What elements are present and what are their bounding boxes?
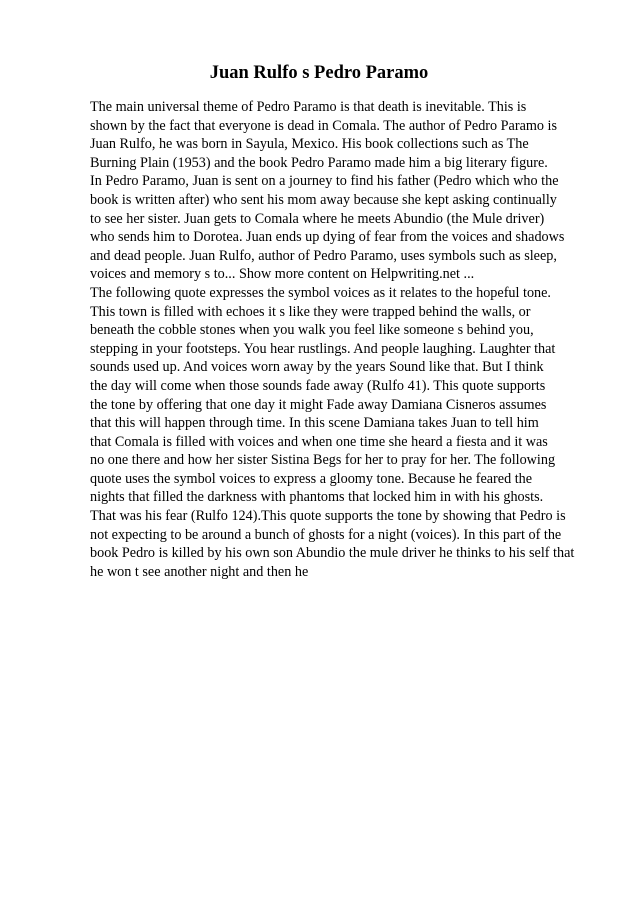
body-line: shown by the fact that everyone is dead in Comala. The author of Pedro Paramo is — [90, 117, 558, 134]
document-body — [90, 98, 630, 581]
body-line: book Pedro is killed by his own son Abundio the mule driver he thinks to his self that — [90, 545, 575, 562]
body-line: quote uses the symbol voices to express a gloomy tone. Because he feared the — [90, 470, 533, 487]
document-title: Juan Rulfo s Pedro Paramo — [209, 63, 429, 83]
body-line: and dead people. Juan Rulfo, author of Pedro Paramo, uses symbols such as sleep, — [90, 247, 557, 264]
body-line: stepping in your footsteps. You hear rustlings. And people laughing. Laughter that — [90, 340, 556, 357]
body-line: voices and memory s to... Show more content on Helpwriting.net ... — [90, 266, 475, 283]
body-line: the tone by offering that one day it might Fade away Damiana Cisneros assumes — [90, 396, 547, 413]
body-line: to see her sister. Juan gets to Comala where he meets Abundio (the Mule driver) — [90, 210, 545, 227]
body-line: The main universal theme of Pedro Paramo is that death is inevitable. This is — [90, 99, 527, 115]
body-line: that this will happen through time. In this scene Damiana takes Juan to tell him — [90, 415, 539, 432]
body-line: nights that filled the darkness with phantoms that locked him in with his ghosts. — [90, 489, 544, 506]
body-line: In Pedro Paramo, Juan is sent on a journey to find his father (Pedro which who the — [90, 173, 559, 190]
body-line: book is written after) who sent his mom away because she kept asking continually — [90, 191, 557, 208]
body-line: This town is filled with echoes it s like they were trapped behind the walls, or — [90, 303, 531, 320]
body-line: That was his fear (Rulfo 124).This quote supports the tone by showing that Pedro is — [90, 508, 566, 525]
body-line: that Comala is filled with voices and when one time she heard a fiesta and it was — [90, 433, 548, 450]
body-line: he won t see another night and then he — [90, 563, 309, 580]
body-line: the day will come when those sounds fade away (Rulfo 41). This quote supports — [90, 377, 546, 394]
body-line: no one there and how her sister Sistina Begs for her to pray for her. The following — [90, 452, 556, 469]
body-line: beneath the cobble stones when you walk you feel like someone s behind you, — [90, 322, 534, 339]
body-line: sounds used up. And voices worn away by the years Sound like that. But I think — [90, 359, 544, 376]
body-line: Juan Rulfo, he was born in Sayula, Mexico. His book collections such as The — [90, 136, 529, 153]
body-line: not expecting to be around a bunch of ghosts for a night (voices). In this part of the — [90, 526, 562, 543]
body-line: who sends him to Dorotea. Juan ends up dying of fear from the voices and shadows — [90, 229, 565, 246]
body-line: The following quote expresses the symbol voices as it relates to the hopeful tone. — [90, 284, 551, 301]
body-line: Burning Plain (1953) and the book Pedro Paramo made him a big literary figure. — [90, 154, 548, 171]
